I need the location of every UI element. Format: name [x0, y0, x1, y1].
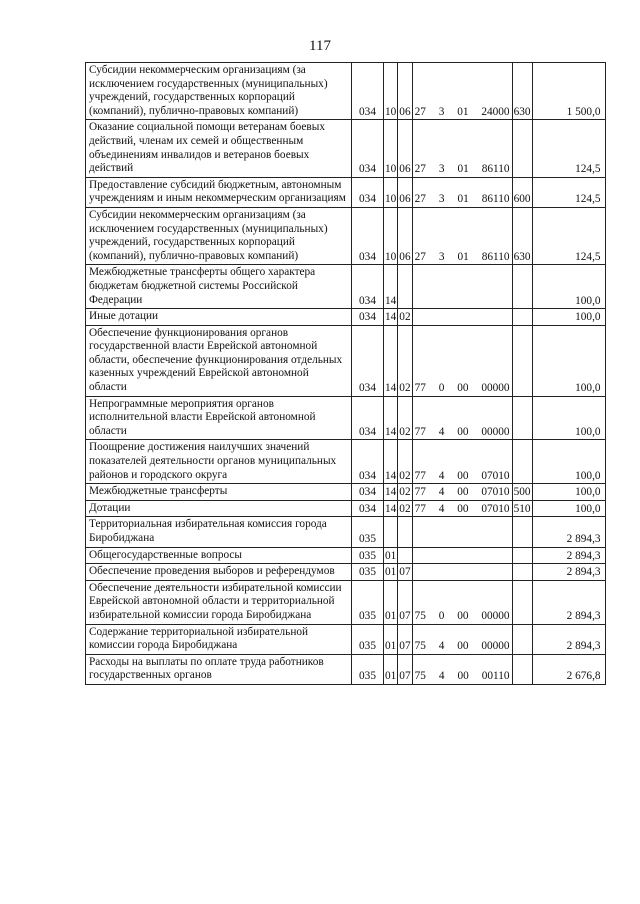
table-row [86, 440, 606, 484]
section-code: 01 [384, 654, 398, 684]
section-code: 10 [384, 177, 398, 207]
expense-type-code [512, 517, 532, 547]
admin-code: 034 [352, 177, 384, 207]
amount: 100,0 [532, 396, 605, 440]
target-direction-code: 86110 [481, 163, 510, 176]
expense-type-code [512, 265, 532, 309]
amount: 100,0 [532, 265, 605, 309]
table-row [86, 325, 606, 396]
row-name: Расходы на выплаты по оплате труда работников государственных органов [86, 654, 352, 684]
target-subprogram-code: 4 [438, 640, 445, 653]
target-subprogram-code: 0 [438, 382, 445, 395]
row-name: Субсидии некоммерческим организациям (за исключением государственных (муниципальных) учреждений, государственных корпораций (компаний), публично-правовых компаний) [86, 207, 352, 264]
row-name: Территориальная избирательная комиссия города Биробиджана [86, 517, 352, 547]
target-event-code: 00 [457, 502, 469, 515]
table-row [86, 265, 606, 309]
expense-type-code [512, 547, 532, 564]
target-event-code: 00 [457, 425, 469, 438]
subsection-code: 02 [398, 484, 412, 501]
row-name: Поощрение достижения наилучших значений показателей деятельности органов муниципальных районов и городского округа [86, 440, 352, 484]
row-name: Дотации [86, 500, 352, 517]
section-code: 14 [384, 500, 398, 517]
section-code: 01 [384, 564, 398, 581]
target-program-code: 27 [414, 105, 426, 118]
row-name: Субсидии некоммерческим организациям (за исключением государственных (муниципальных) учреждений, государственных корпораций (компаний), публично-правовых компаний) [86, 63, 352, 120]
target-direction-code: 00110 [481, 670, 510, 683]
subsection-code: 07 [398, 580, 412, 624]
subsection-code: 02 [398, 500, 412, 517]
target-program-code: 75 [414, 640, 426, 653]
table-row [86, 580, 606, 624]
subsection-code: 06 [398, 120, 412, 177]
target-direction-code: 07010 [481, 502, 510, 515]
subsection-code: 07 [398, 564, 412, 581]
amount: 2 894,3 [532, 564, 605, 581]
target-event-code: 01 [457, 250, 469, 263]
subsection-code: 07 [398, 654, 412, 684]
amount: 100,0 [532, 309, 605, 326]
expense-type-code [512, 396, 532, 440]
admin-code: 035 [352, 547, 384, 564]
target-direction-code: 00000 [481, 425, 510, 438]
row-name: Обеспечение функционирования органов государственной власти Еврейской автономной области, обеспечение функционирования отдельных казенных учреждений Еврейской автономной области [86, 325, 352, 396]
target-article-code [412, 120, 512, 177]
target-program-code: 27 [414, 193, 426, 206]
target-event-code: 01 [457, 105, 469, 118]
row-name: Содержание территориальной избирательной комиссии города Биробиджана [86, 624, 352, 654]
row-name: Обеспечение деятельности избирательной комиссии Еврейской автономной области и территориальной избирательной комиссии города Биробиджана [86, 580, 352, 624]
target-subprogram-code: 4 [438, 486, 445, 499]
subsection-code: 06 [398, 177, 412, 207]
section-code: 10 [384, 120, 398, 177]
target-article-code [412, 580, 512, 624]
target-article-code [412, 325, 512, 396]
row-name: Предоставление субсидий бюджетным, автономным учреждениям и иным некоммерческим организациям [86, 177, 352, 207]
target-direction-code: 24000 [481, 105, 510, 118]
admin-code: 034 [352, 500, 384, 517]
section-code: 14 [384, 265, 398, 309]
expense-type-code [512, 654, 532, 684]
table-row [86, 207, 606, 264]
target-subprogram-code: 4 [438, 469, 445, 482]
section-code: 10 [384, 207, 398, 264]
target-event-code: 00 [457, 640, 469, 653]
target-article-code [412, 547, 512, 564]
target-subprogram-code: 4 [438, 502, 445, 515]
target-article-code [412, 624, 512, 654]
amount: 124,5 [532, 120, 605, 177]
target-article-code [412, 564, 512, 581]
amount: 124,5 [532, 207, 605, 264]
expense-type-code [512, 580, 532, 624]
table-row [86, 177, 606, 207]
admin-code: 034 [352, 207, 384, 264]
table-row [86, 63, 606, 120]
table-row [86, 654, 606, 684]
target-program-code: 77 [414, 425, 426, 438]
target-article-code [412, 207, 512, 264]
admin-code: 035 [352, 624, 384, 654]
amount: 1 500,0 [532, 63, 605, 120]
target-article-code [412, 177, 512, 207]
target-direction-code: 07010 [481, 469, 510, 482]
table-row [86, 624, 606, 654]
amount: 100,0 [532, 500, 605, 517]
expense-type-code [512, 564, 532, 581]
table-row [86, 309, 606, 326]
target-event-code: 00 [457, 469, 469, 482]
section-code: 14 [384, 325, 398, 396]
target-direction-code: 86110 [481, 193, 510, 206]
admin-code: 035 [352, 580, 384, 624]
row-name: Межбюджетные трансферты [86, 484, 352, 501]
subsection-code: 06 [398, 63, 412, 120]
target-article-code [412, 309, 512, 326]
amount: 100,0 [532, 484, 605, 501]
target-direction-code: 00000 [481, 640, 510, 653]
target-article-code [412, 265, 512, 309]
target-event-code: 00 [457, 486, 469, 499]
row-name: Иные дотации [86, 309, 352, 326]
section-code [384, 517, 398, 547]
target-article-code [412, 396, 512, 440]
target-direction-code: 00000 [481, 609, 510, 622]
target-direction-code: 07010 [481, 486, 510, 499]
admin-code: 035 [352, 654, 384, 684]
expense-type-code [512, 624, 532, 654]
amount: 2 894,3 [532, 580, 605, 624]
subsection-code: 02 [398, 309, 412, 326]
target-event-code: 01 [457, 193, 469, 206]
target-direction-code: 00000 [481, 382, 510, 395]
target-article-code [412, 484, 512, 501]
admin-code: 034 [352, 120, 384, 177]
amount: 100,0 [532, 325, 605, 396]
target-event-code: 01 [457, 163, 469, 176]
amount: 2 894,3 [532, 517, 605, 547]
section-code: 10 [384, 63, 398, 120]
table-row [86, 564, 606, 581]
admin-code: 034 [352, 484, 384, 501]
section-code: 14 [384, 484, 398, 501]
admin-code: 034 [352, 396, 384, 440]
expense-type-code: 630 [512, 63, 532, 120]
table-row [86, 484, 606, 501]
target-event-code: 00 [457, 382, 469, 395]
target-program-code: 77 [414, 486, 426, 499]
admin-code: 034 [352, 309, 384, 326]
expense-type-code: 510 [512, 500, 532, 517]
amount: 124,5 [532, 177, 605, 207]
section-code: 01 [384, 547, 398, 564]
subsection-code: 06 [398, 207, 412, 264]
section-code: 01 [384, 624, 398, 654]
expense-type-code: 600 [512, 177, 532, 207]
admin-code: 035 [352, 517, 384, 547]
target-event-code: 00 [457, 609, 469, 622]
expense-type-code [512, 325, 532, 396]
amount: 100,0 [532, 440, 605, 484]
target-program-code: 77 [414, 469, 426, 482]
table-row [86, 120, 606, 177]
expense-type-code [512, 120, 532, 177]
table-row [86, 500, 606, 517]
table-row [86, 396, 606, 440]
target-subprogram-code: 4 [438, 425, 445, 438]
section-code: 14 [384, 440, 398, 484]
expense-type-code: 630 [512, 207, 532, 264]
subsection-code [398, 517, 412, 547]
amount: 2 676,8 [532, 654, 605, 684]
table-row [86, 517, 606, 547]
subsection-code [398, 547, 412, 564]
row-name: Оказание социальной помощи ветеранам боевых действий, членам их семей и общественным объединениям инвалидов и ветеранов боевых действий [86, 120, 352, 177]
target-program-code: 77 [414, 382, 426, 395]
expense-type-code: 500 [512, 484, 532, 501]
target-program-code: 75 [414, 609, 426, 622]
target-subprogram-code: 3 [438, 193, 445, 206]
admin-code: 034 [352, 265, 384, 309]
page-number: 117 [309, 38, 331, 54]
target-program-code: 77 [414, 502, 426, 515]
row-name: Межбюджетные трансферты общего характера бюджетам бюджетной системы Российской Федерации [86, 265, 352, 309]
target-article-code [412, 440, 512, 484]
admin-code: 034 [352, 440, 384, 484]
target-direction-code: 86110 [481, 250, 510, 263]
subsection-code: 02 [398, 396, 412, 440]
admin-code: 035 [352, 564, 384, 581]
section-code: 14 [384, 396, 398, 440]
admin-code: 034 [352, 325, 384, 396]
subsection-code: 02 [398, 440, 412, 484]
table-row [86, 547, 606, 564]
target-subprogram-code: 3 [438, 163, 445, 176]
subsection-code: 02 [398, 325, 412, 396]
section-code: 01 [384, 580, 398, 624]
target-subprogram-code: 0 [438, 609, 445, 622]
amount: 2 894,3 [532, 547, 605, 564]
section-code: 14 [384, 309, 398, 326]
target-event-code: 00 [457, 670, 469, 683]
target-subprogram-code: 3 [438, 105, 445, 118]
expense-type-code [512, 309, 532, 326]
target-subprogram-code: 3 [438, 250, 445, 263]
target-article-code [412, 500, 512, 517]
row-name: Общегосударственные вопросы [86, 547, 352, 564]
target-program-code: 27 [414, 163, 426, 176]
target-article-code [412, 517, 512, 547]
target-subprogram-code: 4 [438, 670, 445, 683]
target-program-code: 27 [414, 250, 426, 263]
row-name: Обеспечение проведения выборов и референдумов [86, 564, 352, 581]
target-article-code [412, 63, 512, 120]
expense-type-code [512, 440, 532, 484]
subsection-code [398, 265, 412, 309]
budget-table [85, 62, 606, 685]
amount: 2 894,3 [532, 624, 605, 654]
row-name: Непрограммные мероприятия органов исполнительной власти Еврейской автономной области [86, 396, 352, 440]
target-program-code: 75 [414, 670, 426, 683]
admin-code: 034 [352, 63, 384, 120]
target-article-code [412, 654, 512, 684]
subsection-code: 07 [398, 624, 412, 654]
